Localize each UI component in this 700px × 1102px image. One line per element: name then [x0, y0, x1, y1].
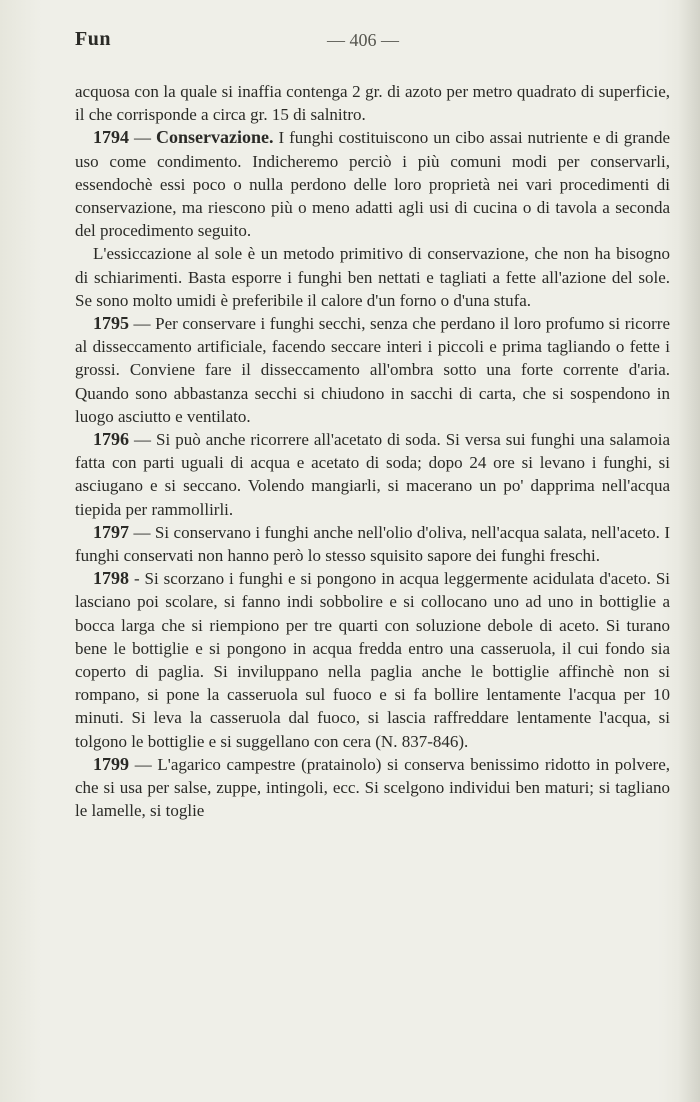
section-dash: —: [129, 314, 156, 334]
paragraph-1796: [75, 428, 670, 521]
section-number: 1796: [93, 429, 129, 450]
section-dash: —: [129, 128, 156, 148]
paragraph-essiccazione: [75, 242, 670, 312]
paragraph-text: L'agarico campestre (pratainolo) si conserva benissimo ridotto in polvere, che si usa per salse, zuppe, intingoli, ecc. Si scelgono individui ben maturi; si tagliano le lamelle, si toglie: [75, 754, 671, 821]
paragraph-1797: [75, 521, 670, 567]
page-edge-shadow: [678, 0, 700, 1102]
running-head: [75, 28, 670, 54]
section-number: 1795: [93, 313, 129, 334]
page-number: — 406 —: [327, 30, 399, 50]
paragraph-text: Per conservare i funghi secchi, senza che perdano il loro profumo si ricorre al disseccamento artificiale, facendo seccare interi i piccoli e prima tagliando o fette i grossi. Conviene fare il disseccamento all'ombra sotto una forte corrente d'aria. Quando sono abbastanza secchi si chiudono in sacchi di carta, che si sospendono in luogo asciutto e ventilato.: [75, 314, 670, 426]
section-dash: —: [129, 430, 157, 450]
paragraph-text: Si scorzano i funghi e si pongono in acqua leggermente acidulata d'aceto. Si lasciano poi scolare, si fanno indi sobbolire e si collocano uno ad uno in bottiglie a bocca larga che si riempiono per tre quarti con soluzione debole di aceto. Si turano bene le bottiglie e si pongono in acqua fredda entro una casseruola, il cui fondo sia coperto di paglia. Si inviluppano nella paglia anche le bottiglie affinchè non si rompano, si pone la casseruola sul fuoco e si fa bollire lentamente l'acqua per 10 minuti. Si leva la casseruola dal fuoco, si lascia raffreddare lentamente l'acqua, si tolgono le bottiglie e si suggellano con cera (N. 837-846).: [75, 569, 670, 751]
section-number: 1797: [93, 521, 129, 542]
paragraph-1799: [75, 753, 670, 823]
running-head-title: Fun: [75, 28, 111, 50]
section-number: 1799: [93, 753, 129, 774]
paragraph-1795: [75, 312, 670, 428]
paragraph-text: L'essiccazione al sole è un metodo primitivo di conservazione, che non ha bisogno di schiarimenti. Basta esporre i funghi ben nettati e tagliati a fette all'azione del sole. Se sono molto umidi è preferibile il calore d'un forno o d'una stufa.: [75, 244, 670, 310]
paragraph-text: I funghi costituiscono un cibo assai nutriente e di grande uso come condimento. Indicheremo perciò i più comuni modi per conservarli, essendochè essi poco o nulla perdono delle loro proprietà nei vari procedimenti di conservazione, ma riescono più o meno adatti agli usi di cucina o di tavola a seconda del procedimento seguito.: [75, 128, 670, 241]
body-text: [75, 80, 670, 823]
section-number: 1794: [93, 127, 129, 148]
paragraph-text: acquosa con la quale si inaffia contenga 2 gr. di azoto per metro quadrato di superficie, il che corrisponde a circa gr. 15 di salnitro.: [75, 82, 670, 125]
paragraph-text: Si conservano i funghi anche nell'olio d'oliva, nell'acqua salata, nell'aceto. I funghi conservati non hanno però lo stesso squisito sapore dei funghi freschi.: [75, 522, 671, 566]
paragraph-1794: [75, 126, 670, 242]
section-number: 1798: [93, 568, 129, 589]
section-heading: Conservazione.: [156, 127, 274, 148]
paragraph-1798: [75, 567, 670, 753]
section-dash: —: [129, 522, 155, 542]
section-dash: -: [129, 569, 145, 589]
paragraph-continuation: [75, 80, 670, 126]
section-dash: —: [129, 754, 158, 774]
paragraph-text: Si può anche ricorrere all'acetato di soda. Si versa sui funghi una salamoia fatta con parti uguali di acqua e acetato di soda; dopo 24 ore si levano i funghi, si asciugano e si seccano. Volendo mangiarli, si macerano un po' dapprima nell'acqua tiepida per rammollirli.: [75, 430, 671, 519]
